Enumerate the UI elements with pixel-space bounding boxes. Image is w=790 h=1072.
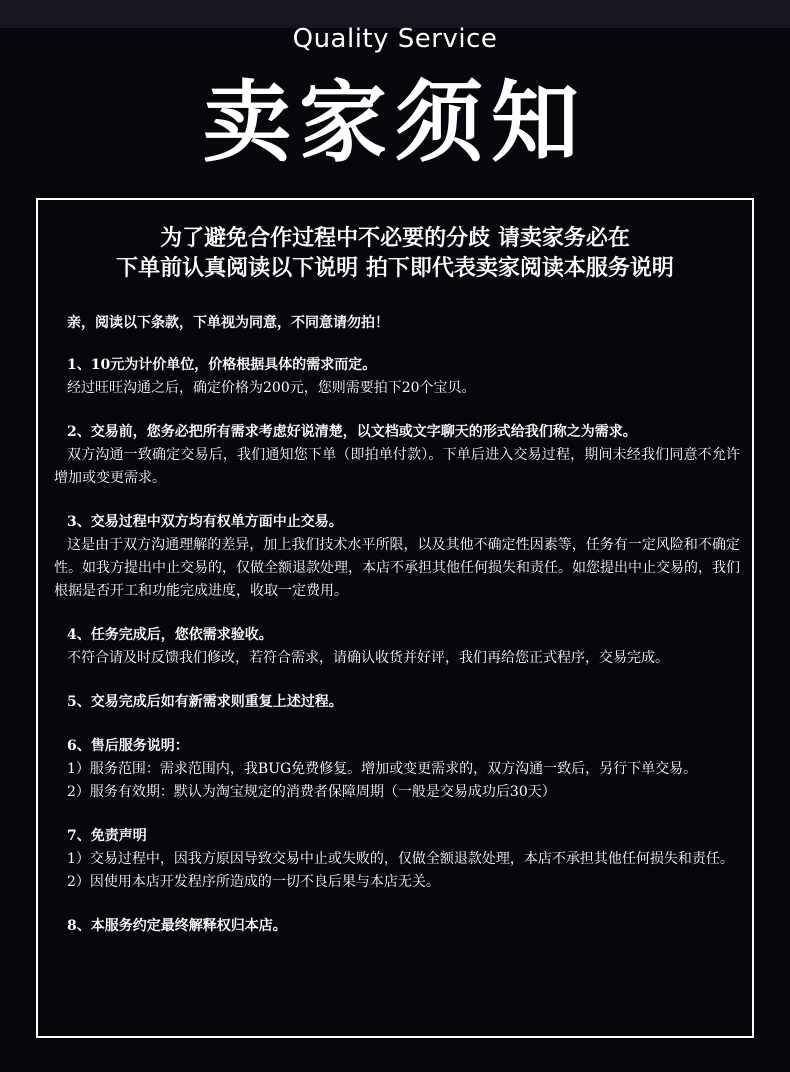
notice-box <box>36 198 754 1038</box>
section-8 <box>54 915 740 938</box>
section-2 <box>54 421 740 490</box>
section-7 <box>54 825 740 894</box>
section-6 <box>54 735 740 804</box>
section-title: 1、10元为计价单位，价格根据具体的需求而定。 <box>67 357 377 373</box>
notice-intro <box>38 224 752 284</box>
page-subtitle: Quality Service <box>292 24 498 54</box>
section-5 <box>54 691 740 714</box>
notice-content <box>54 312 740 959</box>
notice-intro-line-2: 下单前认真阅读以下说明 拍下即代表卖家阅读本服务说明 <box>116 256 674 281</box>
section-title: 3、交易过程中双方均有权单方面中止交易。 <box>67 514 343 530</box>
section-item: 2）服务有效期：默认为淘宝规定的消费者保障周期（一般是交易成功后30天） <box>67 784 556 800</box>
section-title: 6、售后服务说明： <box>67 738 189 754</box>
section-item: 1）服务范围：需求范围内，我BUG免费修复。增加或变更需求的，双方沟通一致后，另行下单交易。 <box>67 761 698 777</box>
section-4 <box>54 624 740 670</box>
page-title: 卖家须知 <box>202 71 587 174</box>
section-item: 2）因使用本店开发程序所造成的一切不良后果与本店无关。 <box>67 874 440 890</box>
section-body: 不符合请及时反馈我们修改，若符合需求，请确认收货并好评，我们再给您正式程序，交易完成。 <box>67 650 669 666</box>
section-title: 4、任务完成后，您依需求验收。 <box>67 627 273 643</box>
notice-greeting: 亲，阅读以下条款，下单视为同意，不同意请勿拍！ <box>67 315 389 331</box>
section-3 <box>54 511 740 603</box>
section-title: 5、交易完成后如有新需求则重复上述过程。 <box>67 694 343 710</box>
section-title: 2、交易前，您务必把所有需求考虑好说清楚，以文档或文字聊天的形式给我们称之为需求。 <box>67 424 637 440</box>
notice-intro-line-1: 为了避免合作过程中不必要的分歧 请卖家务必在 <box>160 226 630 251</box>
section-body: 这是由于双方沟通理解的差异，加上我们技术水平所限，以及其他不确定性因素等，任务有一定风险和不确定性。如我方提出中止交易的，仅做全额退款处理，本店不承担其他任何损失和责任。如您提出中止交易的，我们根据是否开工和功能完成进度，收取一定费用。 <box>54 537 740 599</box>
section-title: 8、本服务约定最终解释权归本店。 <box>67 918 287 934</box>
section-body: 经过旺旺沟通之后，确定价格为200元，您则需要拍下20个宝贝。 <box>67 380 476 396</box>
section-title: 7、免责声明 <box>67 828 147 844</box>
section-1 <box>54 354 740 400</box>
section-body: 双方沟通一致确定交易后，我们通知您下单（即拍单付款）。下单后进入交易过程，期间未经我们同意不允许增加或变更需求。 <box>54 447 740 486</box>
section-item: 1）交易过程中，因我方原因导致交易中止或失败的，仅做全额退款处理，本店不承担其他任何损失和责任。 <box>67 851 734 867</box>
